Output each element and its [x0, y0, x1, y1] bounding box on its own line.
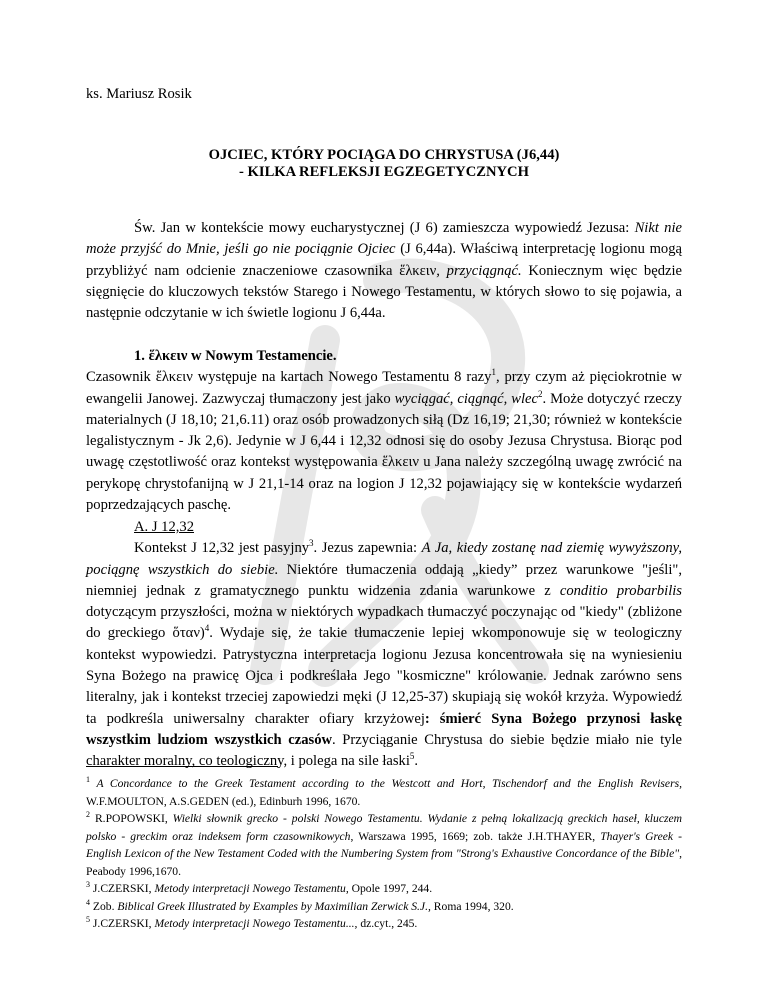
section-a-heading: A. J 12,32	[134, 519, 194, 535]
greek-term: ἕλκειν	[399, 262, 437, 279]
intro-gloss: przyciągnąć.	[446, 262, 522, 279]
footnote-5: $^5$ J.CZERSKI, Metody interpretacji Nowego Testamentu..., dz.cyt., 245.	[86, 915, 418, 930]
author-name: ks. Mariusz Rosik	[86, 86, 192, 102]
footnotes	[86, 775, 682, 933]
footnote-divider	[86, 766, 278, 767]
section-a-paragraph: Kontekst J 12,32 jest pasyjny$^3$. Jezus zapewnia: A Ja, kiedy zostanę nad ziemię wywyższony, pociągnę wszystkich do siebie. Niektóre tłumaczenia oddają „kiedy” przez warunkowe "jeśli", niemniej jednak z gramatycznego punktu widzenia zdania warunkowe z conditio probarbilis dotyczącym przyszłości, można w niektórych wypadkach tłumaczyć poczynając od "kiedy" (zbliżone do greckiego ὅταν)$^4$. Wydaje się, że takie tłumaczenie lepiej wkomponowuje się w teologiczny kontekst wypowiedzi. Patrystyczna interpretacja logionu Jezusa koncentrowała się na wyniesieniu Syna Bożego na prawicę Ojca i podkreślała Jego "kosmiczne" królowanie. Jednak zarówno sens literalny, jak i kontekst trzeciej zapowiedzi męki (J 12,25-37) skupiają się wokół krzyża. Wypowiedź ta podkreśla uniwersalny charakter ofiary krzyżowej: śmierć Syna Bożego przynosi łaskę wszystkim ludziom wszystkich czasów. Przyciąganie Chrystusa do siebie będzie miało nie tyle charakter moralny, co teologiczny, i polega na sile łaski$^5$.	[86, 538, 683, 770]
footnote-ref[interactable]: 3	[309, 538, 314, 549]
footnote-4: $^4$ Zob. Biblical Greek Illustrated by Examples by Maximilian Zerwick S.J., Roma 1994, 320.	[86, 897, 514, 913]
page-title	[86, 147, 682, 181]
footnote-ref[interactable]: 1	[491, 367, 496, 378]
footnote-2: $^2$ R.POPOWSKI, Wielki słownik grecko - polski Nowego Testamentu. Wydanie z pełną lokalizacją greckich haseł, kluczem polsko - greckim oraz indeksem form czasownikowych, Warszawa 1995, 1669; zob. także J.H.THAYER, Thayer's Greek - English Lexicon of the New Testament Coded with the Numbering System from "Strong's Exhaustive Concordance of the Bible", Peabody 1996,1670.	[86, 810, 682, 878]
footnote-ref[interactable]: 4	[204, 623, 210, 634]
section-a	[86, 517, 682, 773]
title-line-1: OJCIEC, KTÓRY POCIĄGA DO CHRYSTUSA (J6,44)	[208, 147, 560, 163]
footnote-3: $^3$ J.CZERSKI, Metody interpretacji Nowego Testamentu, Opole 1997, 244.	[86, 880, 433, 895]
footnote-1: $^1$ A Concordance to the Greek Testament according to the Westcott and Hort, Tischendorf and the English Revisers, W.F.MOULTON, A.S.GEDEN (ed.), Edinburh 1996, 1670.	[86, 775, 682, 808]
intro-quote: Nikt nie może przyjść do Mnie, jeśli go nie pociągnie Ojciec	[86, 220, 682, 258]
footnote-ref[interactable]: 2	[537, 388, 543, 399]
section-1-paragraph: Czasownik ἕλκειν występuje na kartach Nowego Testamentu 8 razy$^1$, przy czym aż pięciokrotnie w ewangelii Janowej. Zazwyczaj tłumaczony jest jako wyciągać, ciągnąć, wlec$^2$. Może dotyczyć rzeczy materialnych (J 18,10; 21,6.11) oraz osób prowadzonych siłą (Dz 16,19; 21,30; również w kontekście legalistycznym - Jk 2,6). Jedynie w J 6,44 i 12,32 odnosi się do osoby Jezusa Chrystusa. Biorąc pod uwagę częstotliwość oraz kontekst występowania ἕλκειν u Jana należy szczególną uwagę zwrócić na perykopę chrystofanijną w J 21,1-14 oraz na logion J 12,32 pojawiający się w kontekście wydarzeń poprzedzających paschę.	[86, 367, 682, 514]
title-line-2: - KILKA REFLEKSJI EGZEGETYCZNYCH	[239, 164, 529, 180]
footnote-ref[interactable]: 5	[409, 751, 415, 762]
section-1-heading: 1. ἕλκειν w Nowym Testamencie.	[134, 348, 337, 364]
section-1	[86, 346, 682, 516]
intro-paragraph: Św. Jan w kontekście mowy eucharystycznej (J 6) zamieszcza wypowiedź Jezusa: Nikt nie może przyjść do Mnie, jeśli go nie pociągnie Ojciec (J 6,44a). Właściwą interpretację logionu mogą przybliżyć nam odcienie znaczeniowe czasownika ἕλκειν, przyciągnąć. Koniecznym więc będzie sięgnięcie do kluczowych tekstów Starego i Nowego Testamentu, w których słowo to się pojawia, a następnie odczytanie w ich świetle logionu J 6,44a.	[86, 220, 683, 322]
